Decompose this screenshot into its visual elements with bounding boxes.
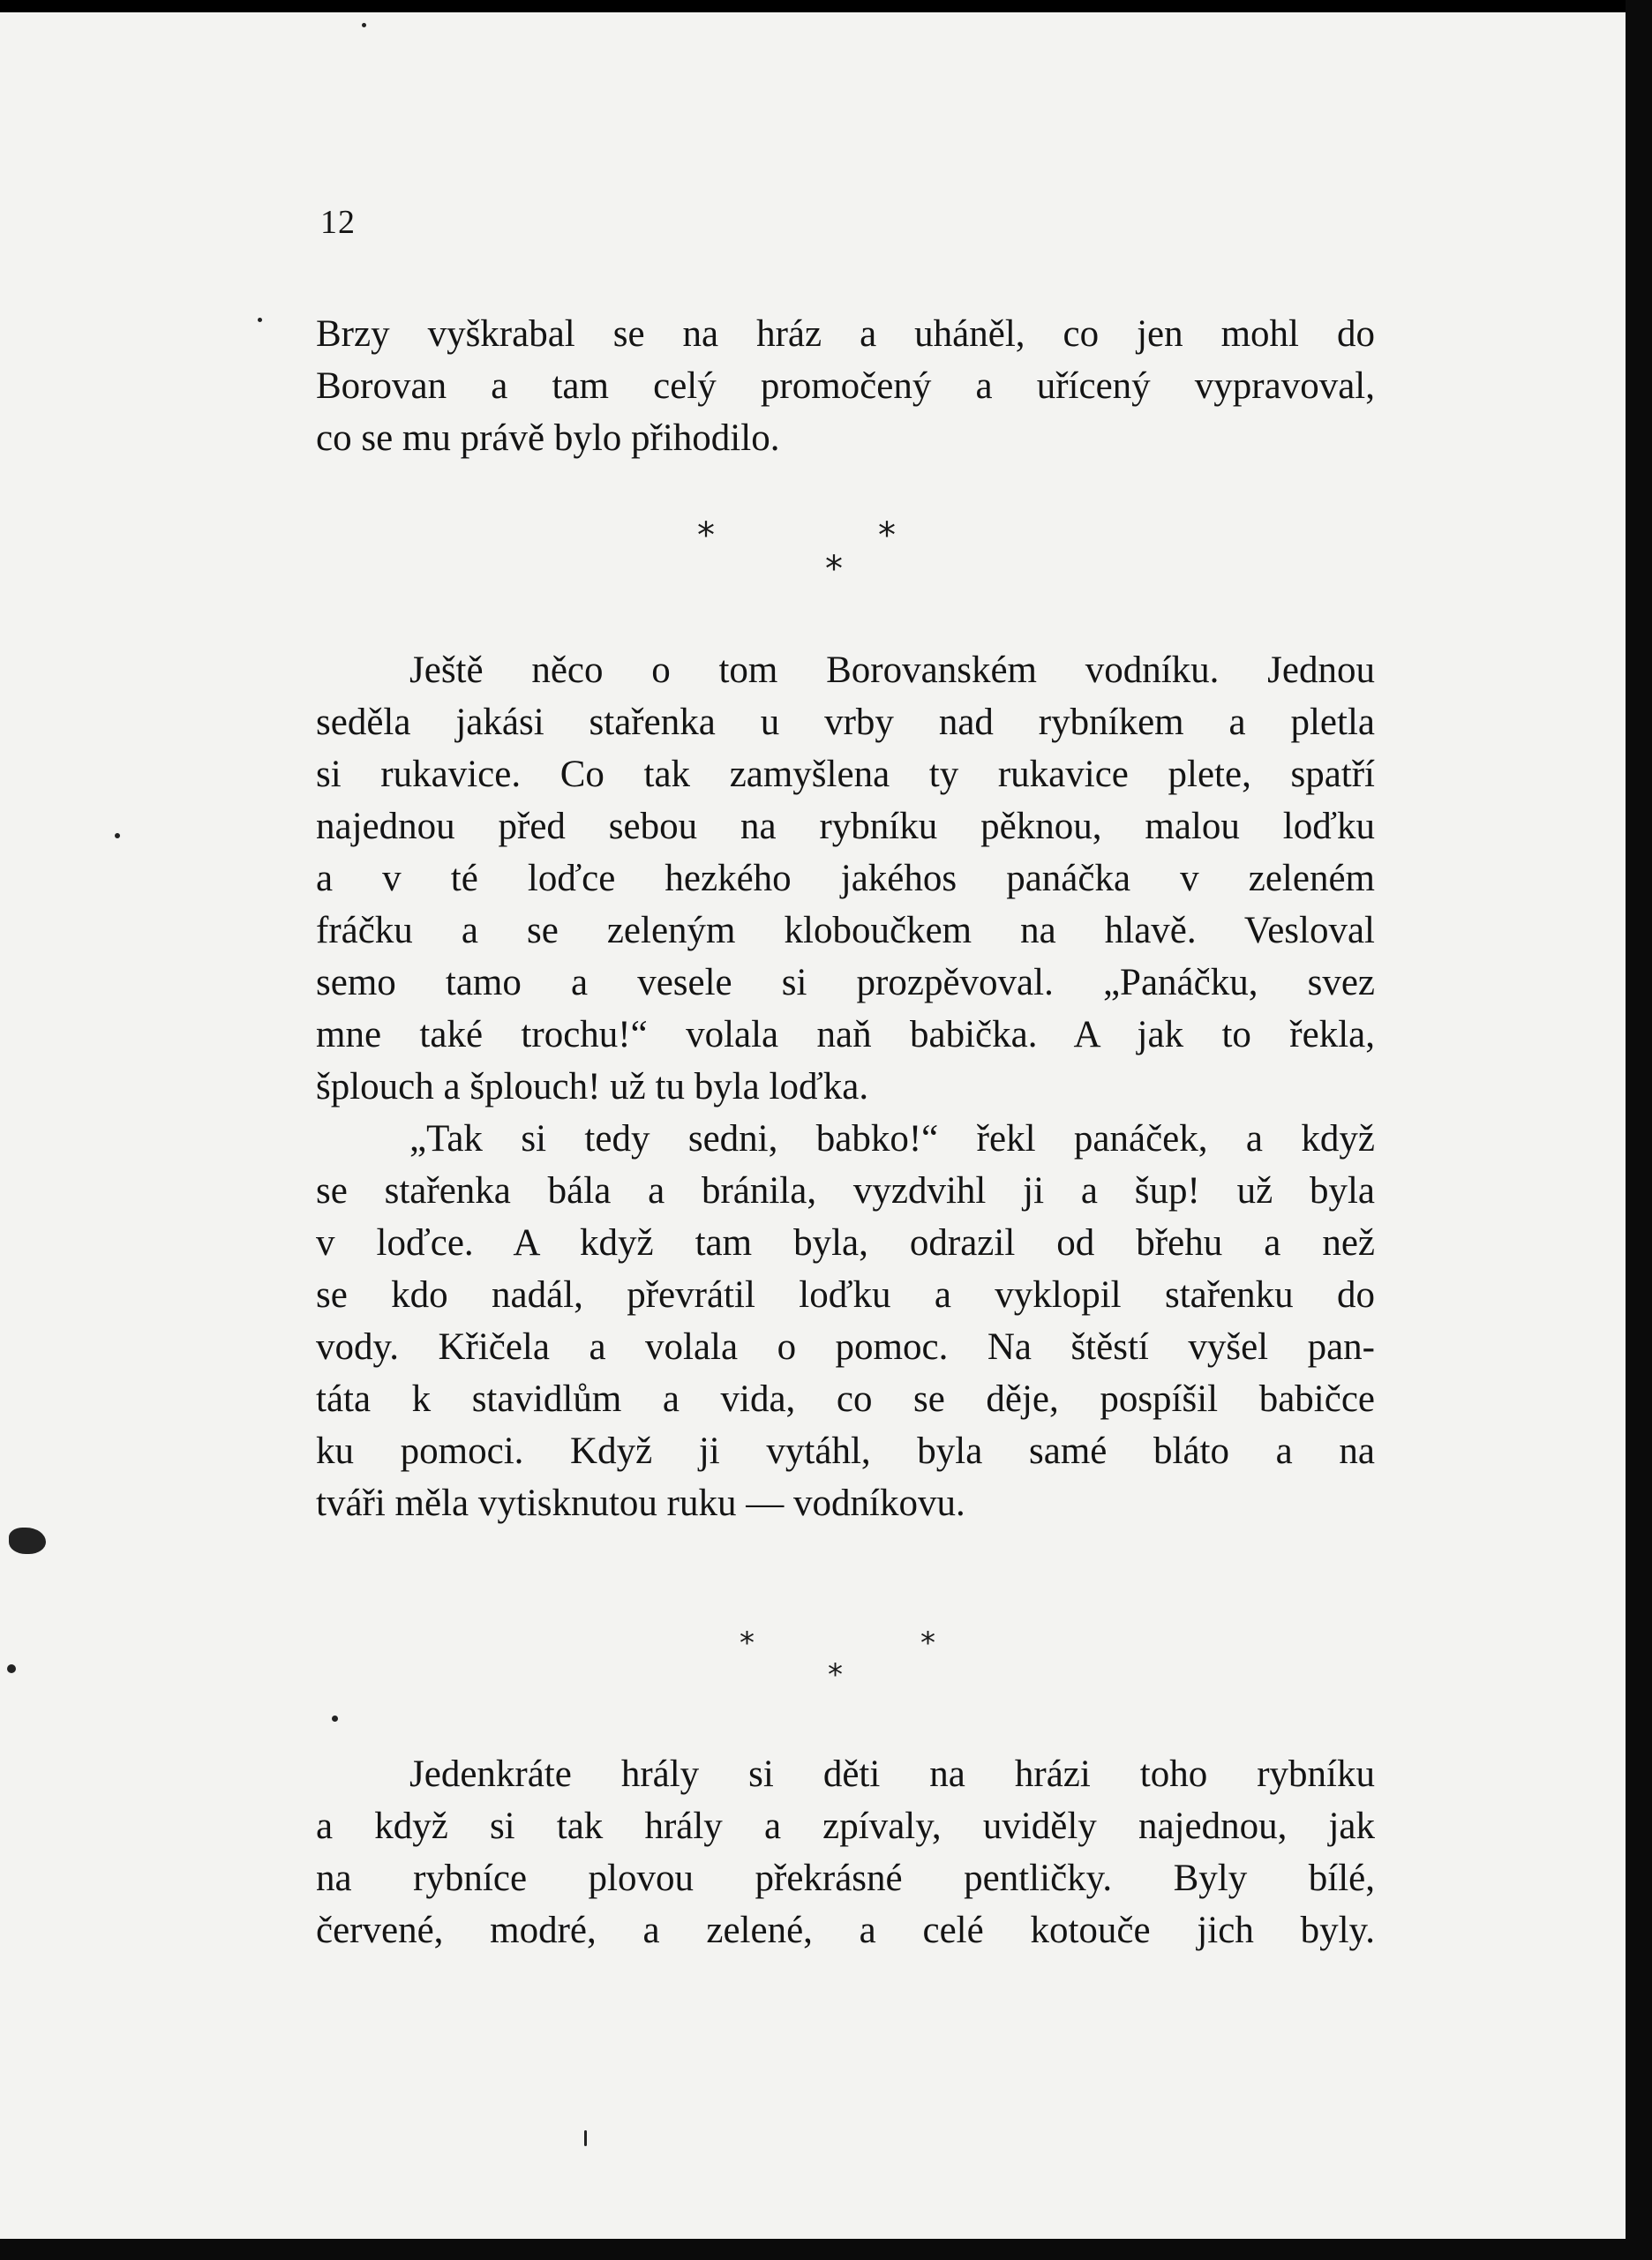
text-line: tváři měla vytisknutou ruku — vodníkovu. bbox=[316, 1483, 965, 1524]
text-line: semo tamo a vesele si prozpěvoval. „Panáčku, svez bbox=[316, 962, 1375, 1003]
text-line: najednou před sebou na rybníku pěknou, malou loďku bbox=[316, 806, 1375, 847]
scan-speck bbox=[115, 833, 120, 838]
asterisk: * bbox=[920, 1626, 935, 1661]
paragraph-4 bbox=[316, 1748, 1375, 1956]
text-line: a když si tak hrály a zpívaly, uviděly najednou, jak bbox=[316, 1806, 1375, 1847]
paragraph-3 bbox=[316, 1113, 1375, 1529]
text-line: seděla jakási stařenka u vrby nad rybníkem a pletla bbox=[316, 702, 1375, 743]
scan-border-bottom bbox=[0, 2239, 1652, 2260]
paragraph-2 bbox=[316, 644, 1375, 1113]
text-line: Ještě něco o tom Borovanském vodníku. Jednou bbox=[409, 649, 1375, 691]
text-line: vody. Křičela a volala o pomoc. Na štěstí vyšel pan- bbox=[316, 1326, 1375, 1368]
section-separator bbox=[0, 515, 1626, 595]
text-line: v loďce. A když tam byla, odrazil od břehu a než bbox=[316, 1222, 1375, 1264]
asterisk: * bbox=[828, 1657, 843, 1693]
scan-speck bbox=[332, 1716, 338, 1722]
text-line: červené, modré, a zelené, a celé kotouče jich byly. bbox=[316, 1910, 1375, 1951]
paragraph-1 bbox=[316, 308, 1375, 464]
section-separator bbox=[0, 1626, 1626, 1705]
text-line: fráčku a se zeleným kloboučkem na hlavě. Vesloval bbox=[316, 910, 1375, 951]
scan-speck bbox=[584, 2130, 587, 2146]
text-line: co se mu právě bylo přihodilo. bbox=[316, 417, 780, 459]
asterisk: * bbox=[697, 515, 715, 556]
scan-blot bbox=[9, 1528, 46, 1554]
text-line: mne také trochu!“ volala naň babička. A jak to řekla, bbox=[316, 1014, 1375, 1055]
text-line: táta k stavidlům a vida, co se děje, pospíšil babičce bbox=[316, 1378, 1375, 1420]
scan-speck bbox=[362, 23, 366, 27]
text-line: se kdo nadál, převrátil loďku a vyklopil stařenku do bbox=[316, 1274, 1375, 1316]
text-line: Jedenkráte hrály si děti na hrázi toho rybníku bbox=[409, 1753, 1375, 1795]
book-page bbox=[0, 12, 1626, 2240]
scan-speck bbox=[258, 318, 262, 322]
asterisk: * bbox=[825, 549, 843, 589]
text-line: Borovan a tam celý promočený a uřícený vypravoval, bbox=[316, 365, 1375, 407]
text-line: na rybníce plovou překrásné pentličky. Byly bílé, bbox=[316, 1858, 1375, 1899]
asterisk: * bbox=[878, 515, 896, 556]
asterisk: * bbox=[740, 1626, 755, 1661]
text-line: si rukavice. Co tak zamyšlena ty rukavice plete, spatří bbox=[316, 754, 1375, 795]
text-line: „Tak si tedy sedni, babko!“ řekl panáček, a když bbox=[409, 1118, 1375, 1160]
text-line: ku pomoci. Když ji vytáhl, byla samé bláto a na bbox=[316, 1430, 1375, 1472]
text-line: Brzy vyškrabal se na hráz a uháněl, co jen mohl do bbox=[316, 313, 1375, 355]
text-line: se stařenka bála a bránila, vyzdvihl ji a šup! už byla bbox=[316, 1170, 1375, 1212]
scan-border-right bbox=[1626, 0, 1652, 2260]
text-line: a v té loďce hezkého jakéhos panáčka v zeleném bbox=[316, 858, 1375, 899]
text-line: šplouch a šplouch! už tu byla loďka. bbox=[316, 1066, 869, 1107]
page-number: 12 bbox=[320, 204, 356, 241]
scan-speck bbox=[7, 1664, 16, 1673]
